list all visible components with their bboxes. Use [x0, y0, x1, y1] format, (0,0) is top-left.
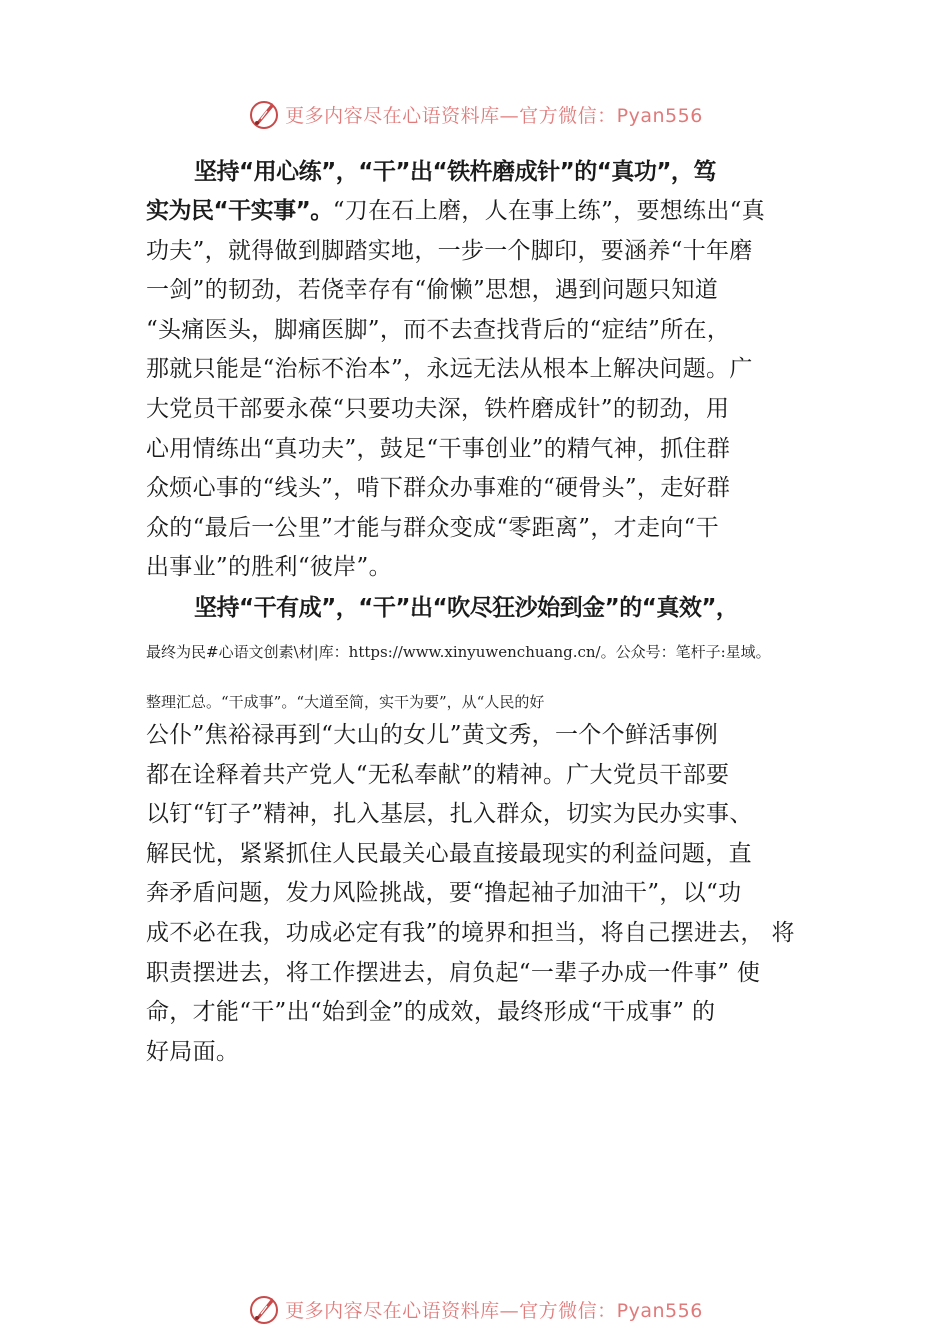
feather-pen-logo: [247, 97, 281, 131]
paragraph-2-line: 职责摆进去，将工作摆进去，肩负起“一辈子办成一件事” 使: [146, 959, 761, 986]
summary-note: 整理汇总。“干成事”。“大道至简，实干为要”，从“人民的好: [146, 692, 545, 711]
paragraph-1-line: 一剑”的韧劲，若侥幸存有“偷懒”思想，遇到问题只知道: [146, 277, 719, 304]
section-heading-1-tail: 实为民“干实事”。: [146, 198, 333, 224]
banner-handle: Pyan556: [616, 104, 703, 127]
paragraph-1-line: 众烦心事的“线头”，啃下群众办事难的“硬骨头”，走好群: [146, 475, 731, 502]
paragraph-1-line: 实为民“干实事”。“刀在石上磨，人在事上练”，要想练出“真: [146, 198, 766, 224]
banner-handle: Pyan556: [616, 1299, 703, 1322]
paragraph-2-line: 成不必在我，功成必定有我”的境界和担当，将自己摆进去， 将: [146, 919, 795, 946]
banner-text: 更多内容尽在心语资料库—官方微信：Pyan556: [285, 1299, 703, 1322]
document-body: [146, 152, 810, 1072]
section-heading-2: 坚持“干有成”，“干”出“吹尽狂沙始到金”的“真效”，: [194, 594, 739, 621]
paragraph-2-line: 都在诠释着共产党人“无私奉献”的精神。广大党员干部要: [146, 761, 730, 788]
paragraph-2-line: 公仆”焦裕禄再到“大山的女儿”黄文秀，一个个鲜活事例: [146, 721, 719, 748]
banner-text: 更多内容尽在心语资料库—官方微信：Pyan556: [285, 104, 703, 127]
paragraph-1-line: 出事业”的胜利“彼岸”。: [146, 554, 392, 581]
paragraph-2-line: 命，才能“干”出“始到金”的成效，最终形成“干成事” 的: [146, 999, 716, 1026]
paragraph-1-line: 众的“最后一公里”才能与群众变成“零距离”，才走向“干: [146, 514, 719, 541]
header-banner: [0, 94, 950, 134]
paragraph-1-line: 那就只能是“治标不治本”，永远无法从根本上解决问题。广: [146, 356, 753, 383]
section-heading-1: 坚持“用心练”，“干”出“铁杵磨成针”的“真功”，笃: [194, 159, 716, 185]
paragraph-2-line: 解民忧，紧紧抓住人民最关心最直接最现实的利益问题，直: [146, 840, 752, 867]
paragraph-2-line: 奔矛盾问题，发力风险挑战，要“撸起袖子加油干”，以“功: [146, 880, 742, 907]
feather-pen-logo: [247, 1292, 281, 1326]
footer-banner: [0, 1289, 950, 1329]
paragraph-1-line: 大党员干部要永葆“只要功夫深，铁杵磨成针”的韧劲，用: [146, 395, 730, 422]
watermark-note: 最终为民#心语文创素\材|库：https://www.xinyuwenchuang.cn/。公众号：笔杆子:星域。: [146, 642, 771, 661]
paragraph-1-line: 心用情练出“真功夫”，鼓足“干事创业”的精气神，抓住群: [146, 435, 731, 462]
paragraph-1-line: 功夫”，就得做到脚踏实地，一步一个脚印，要涵养“十年磨: [146, 237, 753, 264]
paragraph-2-line: 好局面。: [146, 1038, 240, 1065]
paragraph-2-line: 以钉“钉子”精神，扎入基层，扎入群众，切实为民办实事、: [146, 801, 753, 828]
paragraph-1-line: “头痛医头，脚痛医脚”，而不去查找背后的“症结”所在，: [146, 316, 731, 343]
